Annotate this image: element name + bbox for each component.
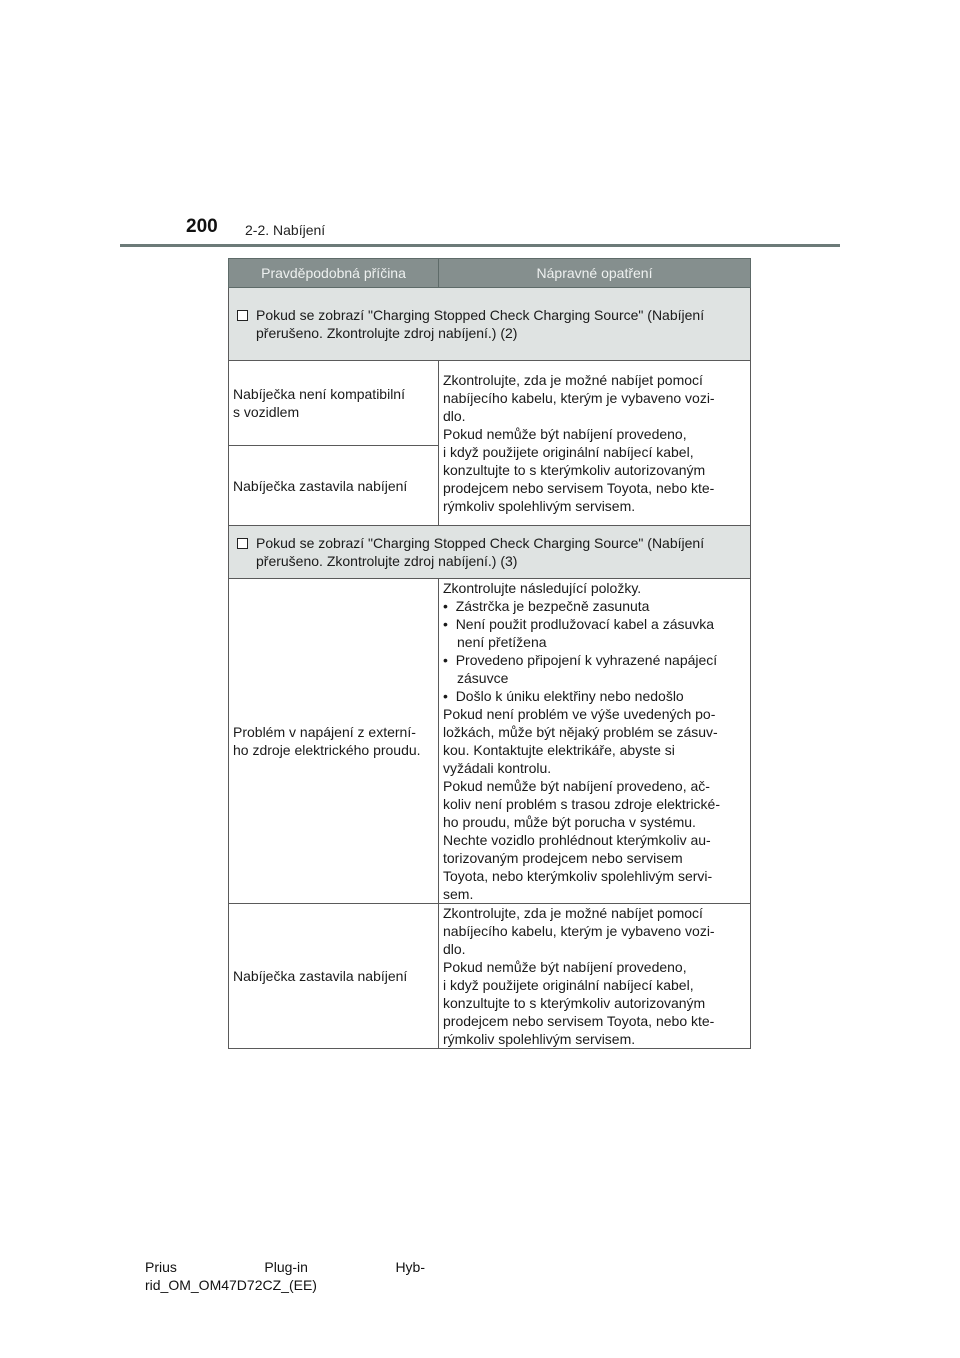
footer-word: Hyb- bbox=[395, 1259, 425, 1275]
bullet-item: • Došlo k úniku elektřiny nebo nedošlo bbox=[443, 688, 684, 704]
cause-cell: Nabíječka zastavila nabíjení bbox=[229, 446, 439, 526]
column-header-remedy: Nápravné opatření bbox=[439, 259, 751, 288]
column-header-cause: Pravděpodobná příčina bbox=[229, 259, 439, 288]
remedy-cell: Zkontrolujte, zda je možné nabíjet pomocí nabíjecího kabelu, kterým je vybaveno vozi- dlo. Pokud nemůže být nabíjení provedeno, i když použijete originální nabíjecí kabel, konzultujte to s kterýmkoliv autorizovaným prodejcem nebo servisem Toyota, nebo kte- rýmkoliv spolehlivým servisem. bbox=[439, 904, 751, 1049]
header-divider bbox=[120, 244, 840, 247]
footer-code: rid_OM_OM47D72CZ_(EE) bbox=[145, 1277, 317, 1293]
checkbox-icon bbox=[237, 538, 248, 549]
page-number: 200 bbox=[186, 216, 218, 237]
cause-cell: Nabíječka není kompatibilní s vozidlem bbox=[229, 361, 439, 446]
section-heading: Pokud se zobrazí "Charging Stopped Check Charging Source" (Nabíjení přerušeno. Zkontrolujte zdroj nabíjení.) (3) bbox=[256, 535, 705, 569]
checkbox-icon bbox=[237, 310, 248, 321]
footer-word: Plug-in bbox=[264, 1259, 308, 1275]
cause-cell: Problém v napájení z externí- ho zdroje elektrického proudu. bbox=[229, 579, 439, 904]
table-row bbox=[229, 579, 751, 904]
bullet-item: • Provedeno připojení k vyhrazené napájecí zásuvce bbox=[443, 652, 718, 686]
section-row-2 bbox=[229, 288, 751, 361]
remedy-cell: Zkontrolujte, zda je možné nabíjet pomocí nabíjecího kabelu, kterým je vybaveno vozi- dlo. Pokud nemůže být nabíjení provedeno, i když použijete originální nabíjecí kabel, konzultujte to s kterýmkoliv autorizovaným prodejcem nebo servisem Toyota, nebo kte- rýmkoliv spolehlivým servisem. bbox=[439, 361, 751, 526]
remedy-cell: Zkontrolujte následující položky. • Zástrčka je bezpečně zasunuta • Není použit prodlužovací kabel a zásuvka není přetížena • Provedeno připojení k vyhrazené napájecí zásuvce • Došlo k úniku elektřiny nebo nedošlo Pokud není problém ve výše uvedených po- ložkách, může být nějaký problém se zásuv- kou. Kontaktujte elektrikáře, abyste si vyžádali kontrolu. Pokud nemůže být nabíjení provedeno, ač- koliv není problém s trasou zdroje elektrické- ho proudu, může být porucha v systému. Nechte vozidlo prohlédnout kterýmkoliv au- torizovaným prodejcem nebo servisem Toyota, nebo kterýmkoliv spolehlivým servi- sem. bbox=[439, 579, 751, 904]
section-title: 2-2. Nabíjení bbox=[245, 222, 326, 238]
bullet-item: • Zástrčka je bezpečně zasunuta bbox=[443, 598, 650, 614]
table-row bbox=[229, 904, 751, 1049]
footer-manual-id bbox=[145, 1258, 425, 1294]
table-header-row bbox=[229, 259, 751, 288]
table-row bbox=[229, 361, 751, 446]
section-heading: Pokud se zobrazí "Charging Stopped Check Charging Source" (Nabíjení přerušeno. Zkontrolujte zdroj nabíjení.) (2) bbox=[256, 307, 705, 341]
footer-word: Prius bbox=[145, 1259, 177, 1275]
troubleshooting-table bbox=[228, 258, 751, 1049]
section-row-3 bbox=[229, 526, 751, 579]
bullet-item: • Není použit prodlužovací kabel a zásuvka není přetížena bbox=[443, 616, 715, 650]
cause-cell: Nabíječka zastavila nabíjení bbox=[229, 904, 439, 1049]
